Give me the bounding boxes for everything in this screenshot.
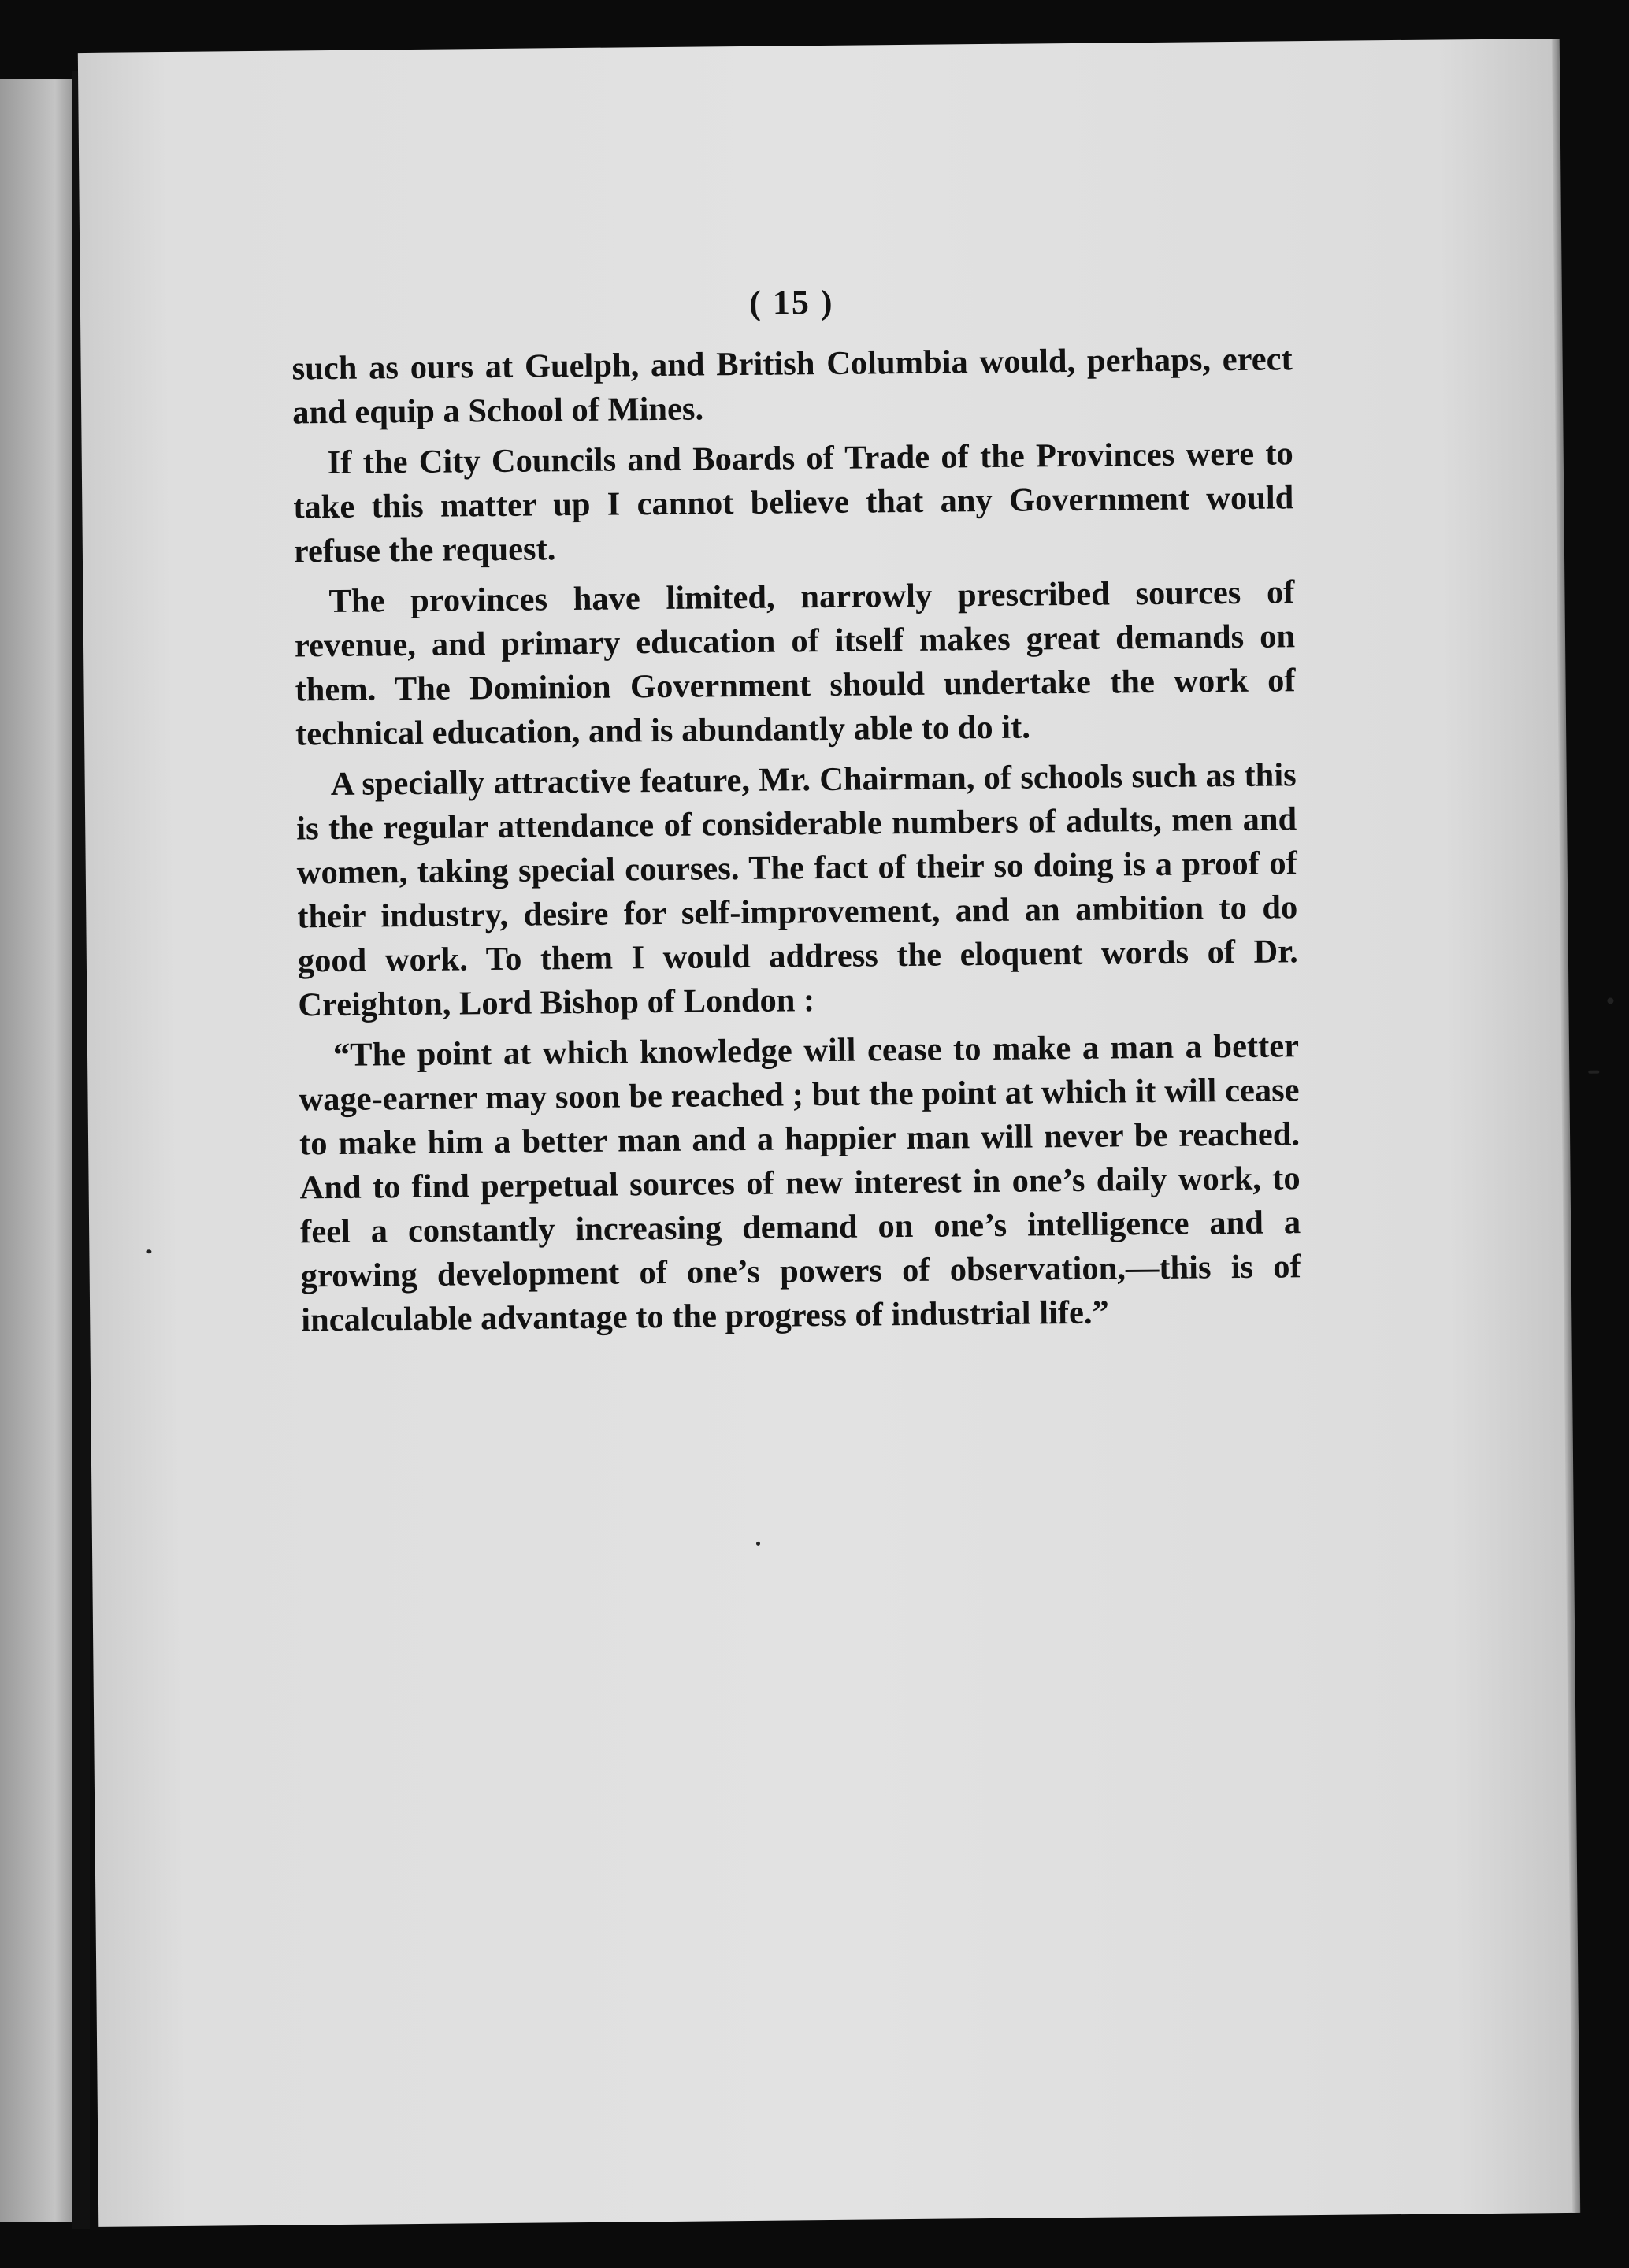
book-page [78,39,1575,2227]
scan-speck [1607,997,1613,1004]
page-edge [1552,39,1580,2213]
page-number: ( 15 ) [748,282,834,322]
paragraph: A specially attractive feature, Mr. Chairman, of schools such as this is the regular attendance of considerable numbers of adults, men and women, taking special courses. The fact of their so doing is a proof of their industry, desire for self-improvement, and an ambition to do good work. To them I would address the eloquent words of Dr. Creighton, Lord Bishop of London : [296,756,1299,1024]
scan-speck [146,1249,151,1253]
paragraph: If the City Councils and Boards of Trade of the Provinces were to take this matter up I cannot believe that any Government would refuse the request. [293,435,1294,570]
page-text [291,276,1302,1349]
scan-speck [756,1542,760,1546]
scan-speck [1588,1071,1599,1074]
facing-page-edge [0,79,79,2222]
quotation: “The point at which knowledge will cease to make a man a better wage-earner may soon be reached ; but the point at which it will cease to make him a better man and a happier man will never be reached. And to find perpetual sources of new interest in one’s daily work, to feel a constantly increasing demand on one’s intelligence and a growing development of one’s powers of observation,—this is of incalculable advantage to the progress of industrial life.” [299,1027,1301,1339]
paragraph: such as ours at Guelph, and British Columbia would, perhaps, erect and equip a School of Mines. [291,340,1293,432]
paragraph: The provinces have limited, narrowly prescribed sources of revenue, and primary education of itself makes great demands on them. The Dominion Government should undertake the work of technical education, and is abundantly able to do it. [294,573,1296,753]
